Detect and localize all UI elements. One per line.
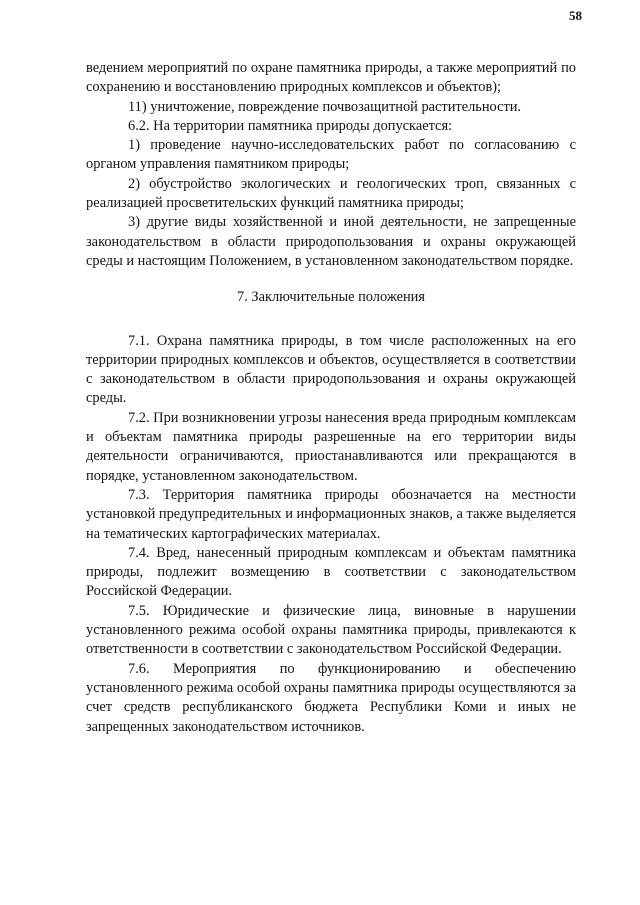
paragraph-7-4: 7.4. Вред, нанесенный природным комплексам и объектам памятника природы, подлежит возмещению в соответствии с законодательством Российской Федерации.: [86, 544, 576, 600]
paragraph-7-5: 7.5. Юридические и физические лица, виновные в нарушении установленного режима особой охраны памятника природы, привлекаются к ответственности в соответствии с законодательством Российской Федерации.: [86, 602, 576, 658]
paragraph-7-1: 7.1. Охрана памятника природы, в том числе расположенных на его территории природных комплексов и объектов, осуществляется в соответствии с законодательством в области природопользования и охраны окружающей среды.: [86, 332, 576, 407]
paragraph-7-2: 7.2. При возникновении угрозы нанесения вреда природным комплексам и объектам памятника природы разрешенные на его территории виды деятельности ограничиваются, приостанавливаются или прекращаются в порядке, установленном законодательством.: [86, 409, 576, 484]
page-number: 58: [569, 8, 582, 23]
document-body: [86, 59, 576, 737]
item-3: 3) другие виды хозяйственной и иной деятельности, не запрещенные законодательством в области природопользования и охраны окружающей среды и настоящим Положением, в установленном законодательством порядке.: [86, 214, 576, 269]
section7-heading: 7. Заключительные положения: [237, 289, 425, 306]
item-1: 1) проведение научно-исследовательских работ по согласованию с органом управления памятником природы;: [86, 137, 576, 173]
paragraph-7-3: 7.3. Территория памятника природы обозначается на местности установкой предупредительных и информационных знаков, а также выделяется на тематических картографических материалах.: [86, 486, 576, 542]
item-2: 2) обустройство экологических и геологических троп, связанных с реализацией просветительских функций памятника природы;: [86, 175, 576, 212]
paragraph-7-6: 7.6. Мероприятия по функционированию и обеспечению установленного режима особой охраны памятника природы осуществляются за счет средств республиканского бюджета Республики Коми и иных не запрещенных законодательством источников.: [86, 660, 576, 735]
section6-continuation: ведением мероприятий по охране памятника природы, а также мероприятий по сохранению и восстановлению природных комплексов и объектов);: [86, 60, 576, 96]
paragraph-6-2: 6.2. На территории памятника природы допускается:: [128, 117, 453, 134]
item-11: 11) уничтожение, повреждение почвозащитной растительности.: [128, 98, 522, 115]
